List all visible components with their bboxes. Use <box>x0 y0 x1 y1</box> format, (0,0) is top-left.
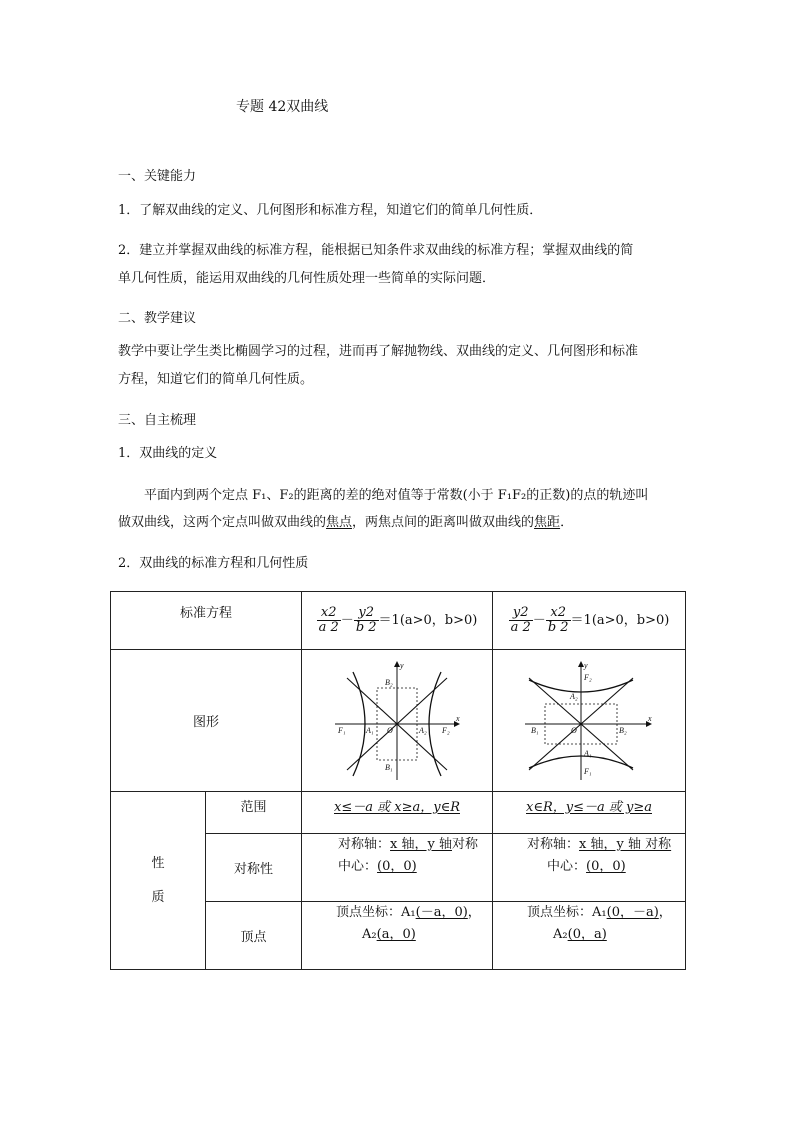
range-1-text: x≤－a 或 x≥a，y∈R <box>334 800 460 815</box>
properties-label <box>111 792 206 970</box>
section-3-heading: 三、自主梳理 <box>118 413 197 428</box>
vertex-a2: (a，0) <box>376 927 416 942</box>
vertex-text: 顶点坐标：A₁ <box>527 905 607 920</box>
focus-term: 焦点 <box>326 515 353 530</box>
suggestion-line-1: 教学中要让学生类比椭圆学习的过程，进而再了解抛物线、双曲线的定义、几何图形和标准 <box>118 344 639 359</box>
point-label: A₂ <box>419 725 427 735</box>
vertex-text: 顶点坐标：A₁ <box>336 905 416 920</box>
table-row <box>111 792 686 834</box>
hyperbola-table <box>110 591 686 970</box>
vertex-text: A₂ <box>362 927 377 942</box>
eq-den: a 2 <box>318 620 339 635</box>
vertex-text: A₂ <box>553 927 568 942</box>
minus-sign: － <box>340 613 354 628</box>
minus-sign: － <box>532 613 546 628</box>
definition-heading: 1．双曲线的定义 <box>118 446 218 461</box>
point-label: F₂ <box>584 672 592 682</box>
eq-num: x2 <box>317 606 341 621</box>
axis-label: x <box>456 713 460 723</box>
range-2 <box>493 792 686 834</box>
point-label: O <box>571 725 577 735</box>
ability-1: 1．了解双曲线的定义、几何图形和标准方程，知道它们的简单几何性质． <box>118 203 543 218</box>
point-label: B₁ <box>385 762 393 772</box>
definition-line-2 <box>118 511 573 530</box>
equation-1 <box>302 592 493 650</box>
suggestion-line-2: 方程，知道它们的简单几何性质。 <box>118 372 314 387</box>
hyperbola-x-figure <box>327 658 467 784</box>
eq-den: b 2 <box>547 620 569 635</box>
ability-2-line-2: 单几何性质，能运用双曲线的几何性质处理一些简单的实际问题． <box>118 271 496 286</box>
sym-text: 对称 <box>451 837 478 852</box>
vertex-1 <box>302 902 493 970</box>
eq-den: b 2 <box>355 620 377 635</box>
sym-text: 对称 <box>640 837 672 852</box>
point-label: A₂ <box>570 691 578 701</box>
symmetry-1 <box>302 834 493 902</box>
properties-label-1: 性 <box>151 855 165 871</box>
page-title: 专题 42双曲线 <box>236 99 329 115</box>
point-label: F₁ <box>338 725 346 735</box>
range-1 <box>302 792 493 834</box>
figure-1-cell <box>302 650 493 792</box>
figure-2-cell <box>493 650 686 792</box>
symmetry-2 <box>493 834 686 902</box>
center-value: (0，0) <box>377 859 417 874</box>
comma: ， <box>658 905 672 920</box>
point-label: A₁ <box>366 725 374 735</box>
center-text: 中心： <box>547 859 587 874</box>
definition-text: ． <box>560 515 574 530</box>
sym-axes: x 轴，y 轴 <box>579 837 641 852</box>
point-label: O <box>387 725 393 735</box>
point-label: A₁ <box>584 748 592 758</box>
center-value: (0，0) <box>586 859 626 874</box>
definition-line-1: 平面内到两个定点 F₁、F₂的距离的差的绝对值等于常数(小于 F₁F₂的正数)的点的轨迹叫 <box>144 488 649 503</box>
definition-text: ，两焦点间的距离叫做双曲线的 <box>352 515 535 530</box>
vertex-a2: (0，a) <box>567 927 607 942</box>
properties-heading: 2．双曲线的标准方程和几何性质 <box>118 556 309 571</box>
hyperbola-y-figure <box>519 658 659 784</box>
section-2-heading: 二、教学建议 <box>118 311 197 326</box>
axis-label: y <box>584 660 588 670</box>
sym-text: 对称轴： <box>527 837 580 852</box>
definition-text: 做双曲线，这两个定点叫做双曲线的 <box>118 515 327 530</box>
eq-num: y2 <box>509 606 533 621</box>
vertex-a1: (0，－a) <box>606 905 659 920</box>
eq-num: y2 <box>354 606 379 621</box>
std-eq-label: 标准方程 <box>111 592 302 650</box>
eq-rest: ＝1(a>0，b>0) <box>378 613 478 628</box>
properties-label-2: 质 <box>151 889 165 905</box>
point-label: F₁ <box>584 766 592 776</box>
axis-label: x <box>648 713 652 723</box>
eq-den: a 2 <box>510 620 531 635</box>
focal-distance-term: 焦距 <box>534 515 561 530</box>
sym-axes: x 轴，y 轴 <box>390 837 452 852</box>
point-label: B₂ <box>619 725 627 735</box>
symmetry-label: 对称性 <box>206 834 302 902</box>
range-label: 范围 <box>206 792 302 834</box>
comma: ， <box>467 905 481 920</box>
ability-2-line-1: 2．建立并掌握双曲线的标准方程，能根据已知条件求双曲线的标准方程；掌握双曲线的简 <box>118 243 634 258</box>
axis-label: y <box>400 660 404 670</box>
vertex-a1: (－a，0) <box>415 905 468 920</box>
point-label: B₁ <box>531 725 539 735</box>
point-label: F₂ <box>442 725 450 735</box>
table-row <box>111 650 686 792</box>
sym-text: 对称轴： <box>338 837 391 852</box>
vertex-2 <box>493 902 686 970</box>
eq-rest: ＝1(a>0，b>0) <box>570 613 670 628</box>
eq-num: x2 <box>546 606 571 621</box>
equation-2 <box>493 592 686 650</box>
section-1-heading: 一、关键能力 <box>118 169 197 184</box>
figure-label: 图形 <box>111 650 302 792</box>
table-row <box>111 592 686 650</box>
vertex-label: 顶点 <box>206 902 302 970</box>
range-2-text: x∈R，y≤－a 或 y≥a <box>526 800 652 815</box>
center-text: 中心： <box>338 859 378 874</box>
point-label: B₂ <box>385 677 393 687</box>
